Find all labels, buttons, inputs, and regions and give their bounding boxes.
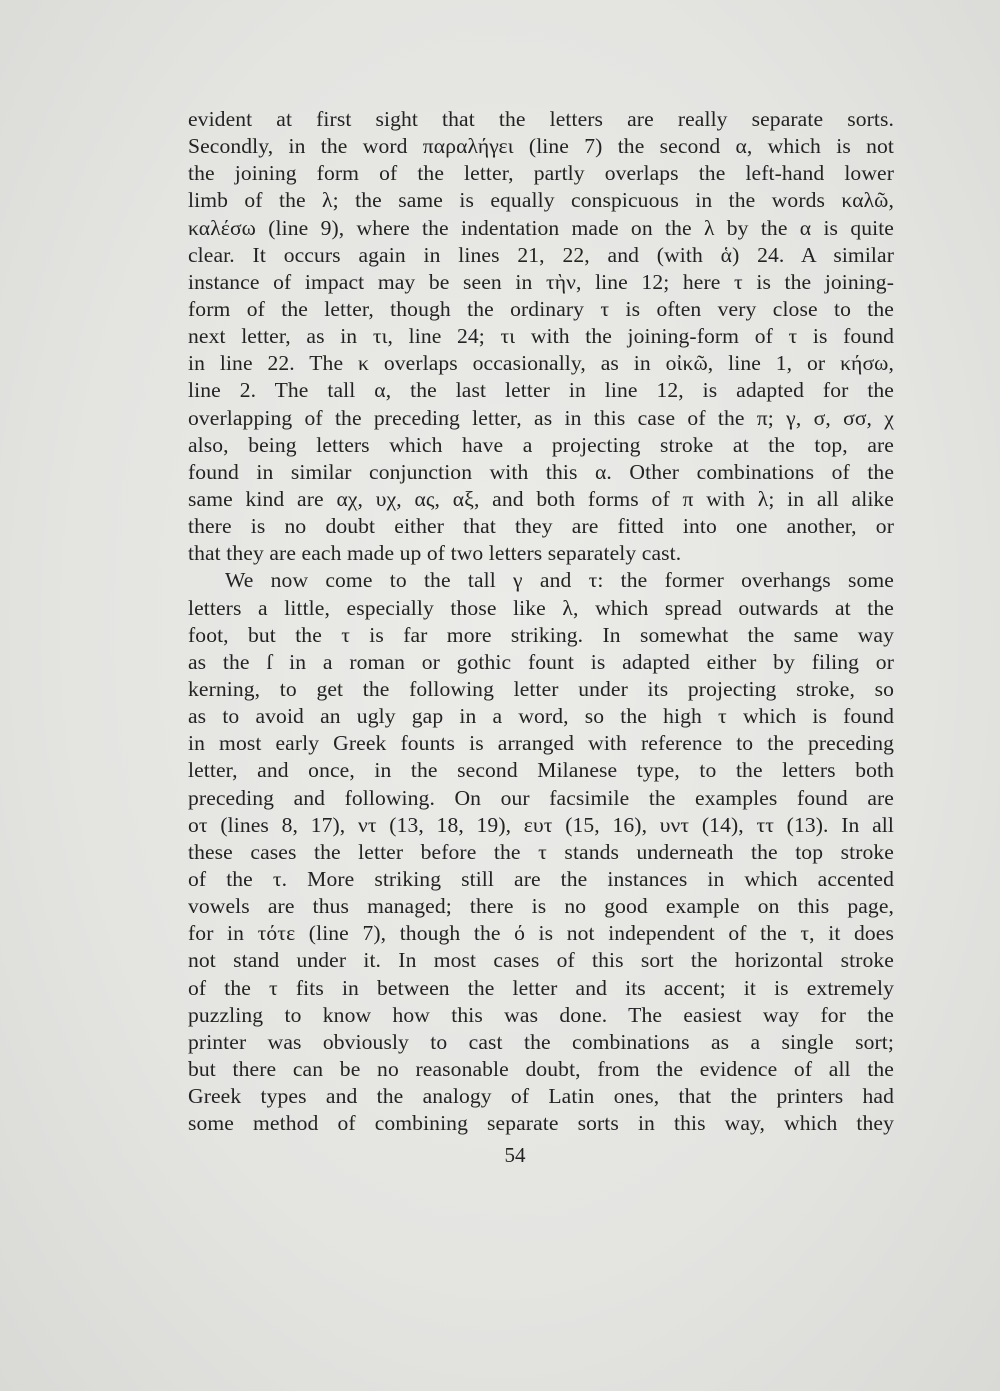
text-line: as the ſ in a roman or gothic fount is adapted either by filing or [188,649,894,674]
text-line: clear. It occurs again in lines 21, 22, and (with ἁ) 24. A similar [188,242,894,267]
page-number: 54 [504,1143,526,1167]
text-line: puzzling to know how this was done. The easiest way for the [188,1002,894,1027]
text-line: for in τότε (line 7), though the ό is not independent of the τ, it does [188,921,894,946]
text-line: of the τ fits in between the letter and its accent; it is extremely [188,975,894,1000]
text-line: οτ (lines 8, 17), ντ (13, 18, 19), ευτ (15, 16), υντ (14), ττ (13). In all [188,812,894,837]
text-line: overlapping of the preceding letter, as in this case of the π; γ, σ, σσ, χ [188,405,894,430]
text-line: there is no doubt either that they are fitted into one another, or [188,514,894,539]
text-line: We now come to the tall γ and τ: the former overhangs some [225,568,894,593]
text-line: in line 22. The κ overlaps occasionally, as in οἰκῶ, line 1, or κήσω, [188,351,894,376]
text-line: Secondly, in the word παραλήγει (line 7) the second α, which is not [188,134,894,159]
text-line: line 2. The tall α, the last letter in line 12, is adapted for the [188,378,894,403]
text-line: found in similar conjunction with this α. Other combinations of the [188,459,894,484]
text-line: letter, and once, in the second Milanese type, to the letters both [188,758,894,783]
text-line: as to avoid an ugly gap in a word, so the high τ which is found [188,704,894,729]
text-line: Greek types and the analogy of Latin ones, that the printers had [188,1084,894,1109]
text-line: these cases the letter before the τ stands underneath the top stroke [188,839,894,864]
text-line: that they are each made up of two letters separately cast. [188,541,682,566]
text-line: not stand under it. In most cases of this sort the horizontal stroke [188,948,894,973]
text-line: letters a little, especially those like λ, which spread outwards at the [188,595,894,620]
text-line: of the τ. More striking still are the instances in which accented [188,866,894,891]
text-line: vowels are thus managed; there is no good example on this page, [188,894,894,919]
text-line: same kind are αχ, υχ, ας, αξ, and both forms of π with λ; in all alike [188,486,894,511]
text-line: printer was obviously to cast the combinations as a single sort; [188,1029,894,1054]
text-line: in most early Greek founts is arranged with reference to the preceding [188,731,894,756]
text-line: kerning, to get the following letter under its projecting stroke, so [188,676,894,701]
text-line: foot, but the τ is far more striking. In somewhat the same way [188,622,894,647]
text-line: some method of combining separate sorts in this way, which they [188,1111,894,1136]
text-line: also, being letters which have a projecting stroke at the top, are [188,432,894,457]
body-text [188,106,894,1137]
text-line: the joining form of the letter, partly overlaps the left-hand lower [188,161,894,186]
text-line: καλέσω (line 9), where the indentation made on the λ by the α is quite [188,215,894,240]
text-line: form of the letter, though the ordinary τ is often very close to the [188,296,894,321]
text-line: instance of impact may be seen in τὴν, line 12; here τ is the joining- [188,269,894,294]
text-line: but there can be no reasonable doubt, from the evidence of all the [188,1056,894,1081]
text-line: evident at first sight that the letters are really separate sorts. [188,107,894,131]
text-line: preceding and following. On our facsimile the examples found are [188,785,894,810]
text-line: limb of the λ; the same is equally conspicuous in the words καλῶ, [188,188,894,213]
text-line: next letter, as in τι, line 24; τι with the joining-form of τ is found [188,324,894,349]
